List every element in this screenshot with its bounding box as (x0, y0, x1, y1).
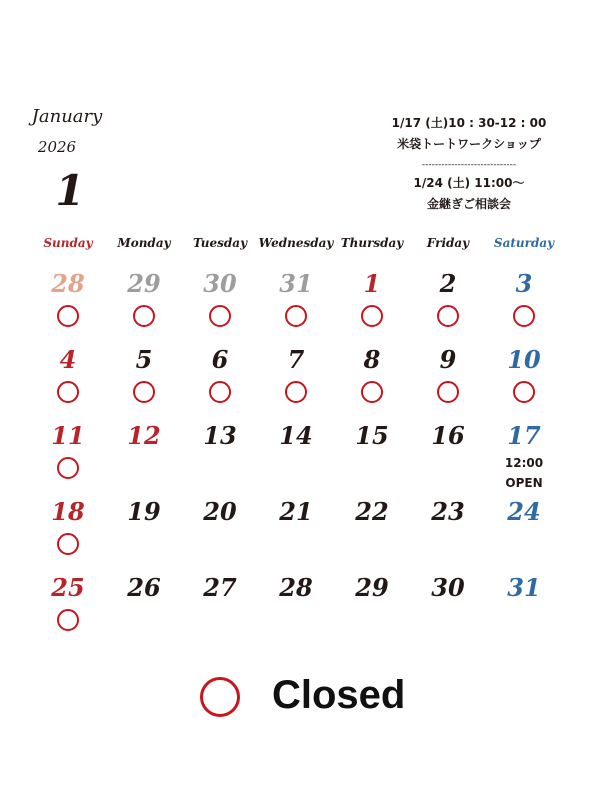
closed-circle-icon (285, 381, 307, 403)
day-cell (410, 418, 486, 494)
event-1-time: 1/17 (土)10 : 30-12 : 00 (391, 116, 547, 130)
year: 2026 (37, 138, 77, 156)
day-cell (486, 494, 562, 570)
closed-circle-icon (57, 305, 79, 327)
day-number: 14 (279, 421, 313, 450)
day-cell (334, 494, 410, 570)
day-number: 21 (279, 497, 313, 526)
day-number: 20 (203, 497, 237, 526)
day-number: 19 (127, 497, 161, 526)
day-cell (410, 342, 486, 418)
weekday-monday: Monday (117, 236, 171, 250)
month-name: January (31, 106, 103, 127)
day-cell (258, 570, 334, 646)
event-2-time: 1/24 (土) 11:00～ (413, 176, 525, 190)
day-cell (30, 342, 106, 418)
legend-label: Closed (272, 673, 406, 717)
day-cell (334, 570, 410, 646)
day-number: 24 (507, 497, 541, 526)
closed-circle-icon (361, 381, 383, 403)
day-cell (258, 266, 334, 342)
events-panel (380, 113, 558, 215)
day-number: 25 (51, 573, 85, 602)
day-number: 31 (279, 269, 313, 298)
day-number: 7 (287, 345, 305, 374)
legend (0, 668, 596, 724)
day-number: 16 (431, 421, 465, 450)
weekday-sunday: Sunday (43, 236, 93, 250)
day-number: 15 (355, 421, 389, 450)
day-cell (486, 342, 562, 418)
closed-circle-icon (513, 381, 535, 403)
event-1-title: 米袋トートワークショップ (397, 137, 541, 151)
closed-circle-icon (209, 305, 231, 327)
weekday-header-row (30, 236, 562, 256)
day-number: 30 (431, 573, 465, 602)
day-cell (182, 570, 258, 646)
closed-circle-icon (437, 381, 459, 403)
day-cell (182, 418, 258, 494)
day-number: 27 (203, 573, 237, 602)
closed-circle-icon (200, 677, 240, 717)
event-2-title: 金継ぎご相談会 (426, 197, 511, 211)
closed-circle-icon (57, 533, 79, 555)
day-number: 17 (507, 421, 541, 450)
closed-circle-icon (57, 381, 79, 403)
day-cell (486, 266, 562, 342)
day-number: 12 (127, 421, 161, 450)
day-number: 18 (51, 497, 85, 526)
month-number: 1 (55, 166, 85, 215)
day-cell (106, 342, 182, 418)
weekday-wednesday: Wednesday (258, 236, 334, 250)
day-number: 6 (211, 345, 229, 374)
day-cell (106, 418, 182, 494)
day-number: 28 (51, 269, 85, 298)
day-cell (334, 266, 410, 342)
event-separator: ----------------------------- (421, 160, 517, 170)
day-number: 22 (355, 497, 389, 526)
closed-circle-icon (513, 305, 535, 327)
day-cell (258, 494, 334, 570)
day-number: 29 (127, 269, 161, 298)
day-cell (334, 418, 410, 494)
day-cell (410, 266, 486, 342)
weekday-tuesday: Tuesday (192, 236, 248, 250)
day-cell (30, 570, 106, 646)
closed-circle-icon (361, 305, 383, 327)
day-number: 11 (51, 421, 85, 450)
day-cell (106, 570, 182, 646)
closed-circle-icon (437, 305, 459, 327)
day-note: OPEN (505, 476, 543, 490)
day-number: 9 (439, 345, 457, 374)
weekday-friday: Friday (426, 236, 470, 250)
day-number: 26 (127, 573, 161, 602)
day-number: 1 (363, 269, 381, 298)
weekday-thursday: Thursday (340, 236, 404, 250)
day-number: 5 (135, 345, 153, 374)
day-cell (30, 494, 106, 570)
day-number: 4 (59, 345, 77, 374)
day-cell (258, 342, 334, 418)
closed-circle-icon (57, 609, 79, 631)
day-number: 2 (439, 269, 457, 298)
day-cell (486, 570, 562, 646)
day-cell (182, 342, 258, 418)
day-number: 31 (507, 573, 541, 602)
day-number: 10 (507, 345, 541, 374)
closed-circle-icon (209, 381, 231, 403)
closed-circle-icon (133, 305, 155, 327)
day-cell (334, 342, 410, 418)
day-cell (182, 266, 258, 342)
closed-circle-icon (285, 305, 307, 327)
closed-circle-icon (133, 381, 155, 403)
day-cell (486, 418, 562, 494)
day-cell (182, 494, 258, 570)
day-number: 3 (515, 269, 533, 298)
day-cell (106, 266, 182, 342)
day-note: 12:00 (504, 456, 544, 470)
day-number: 23 (431, 497, 465, 526)
day-number: 28 (279, 573, 313, 602)
weekday-saturday: Saturday (493, 236, 555, 250)
day-number: 8 (363, 345, 381, 374)
closed-circle-icon (57, 457, 79, 479)
day-cell (258, 418, 334, 494)
day-cell (410, 494, 486, 570)
day-number: 29 (355, 573, 389, 602)
day-number: 13 (203, 421, 237, 450)
day-cell (106, 494, 182, 570)
day-cell (30, 266, 106, 342)
day-cell (30, 418, 106, 494)
day-cell (410, 570, 486, 646)
day-number: 30 (203, 269, 237, 298)
